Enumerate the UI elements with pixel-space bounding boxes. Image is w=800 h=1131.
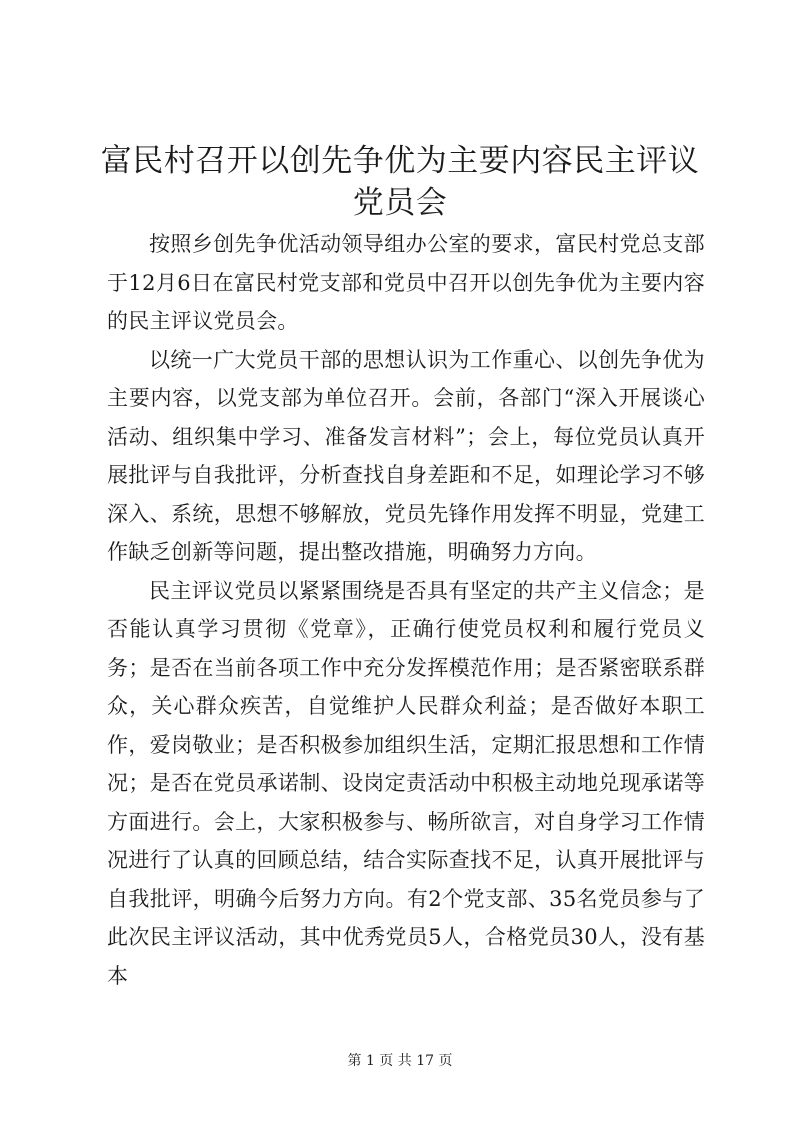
- document-title: 富民村召开以创先争优为主要内容民主评议党员会: [100, 143, 700, 221]
- page-footer: 第 1 页 共 17 页: [347, 1053, 453, 1069]
- paragraph-3: 民主评议党员以紧紧围绕是否具有坚定的共产主义信念；是否能认真学习贯彻《党章》，正确行使党员权利和履行党员义务；是否在当前各项工作中充分发挥模范作用；是否紧密联系群众，关心群众疾苦，自觉维护人民群众利益；是否做好本职工作，爱岗敬业；是否积极参加组织生活，定期汇报思想和工作情况；是否在党员承诺制、设岗定责活动中积极主动地兑现承诺等方面进行。会上，大家积极参与、畅所欲言，对自身学习工作情况进行了认真的回顾总结，结合实际查找不足，认真开展批评与自我批评，明确今后努力方向。有2个党支部、35名党员参与了此次民主评议活动，其中优秀党员5人，合格党员30人，没有基本: [107, 578, 705, 988]
- paragraph-1: 按照乡创先争优活动领导组办公室的要求，富民村党总支部于12月6日在富民村党支部和党员中召开以创先争优为主要内容的民主评议党员会。: [107, 232, 705, 333]
- paragraph-2: 以统一广大党员干部的思想认识为工作重心、以创先争优为主要内容，以党支部为单位召开。会前，各部门“深入开展谈心活动、组织集中学习、准备发言材料”；会上，每位党员认真开展批评与自我批评，分析查找自身差距和不足，如理论学习不够深入、系统，思想不够解放，党员先锋作用发挥不明显，党建工作缺乏创新等问题，提出整改措施，明确努力方向。: [107, 347, 705, 564]
- document-body: [107, 225, 705, 995]
